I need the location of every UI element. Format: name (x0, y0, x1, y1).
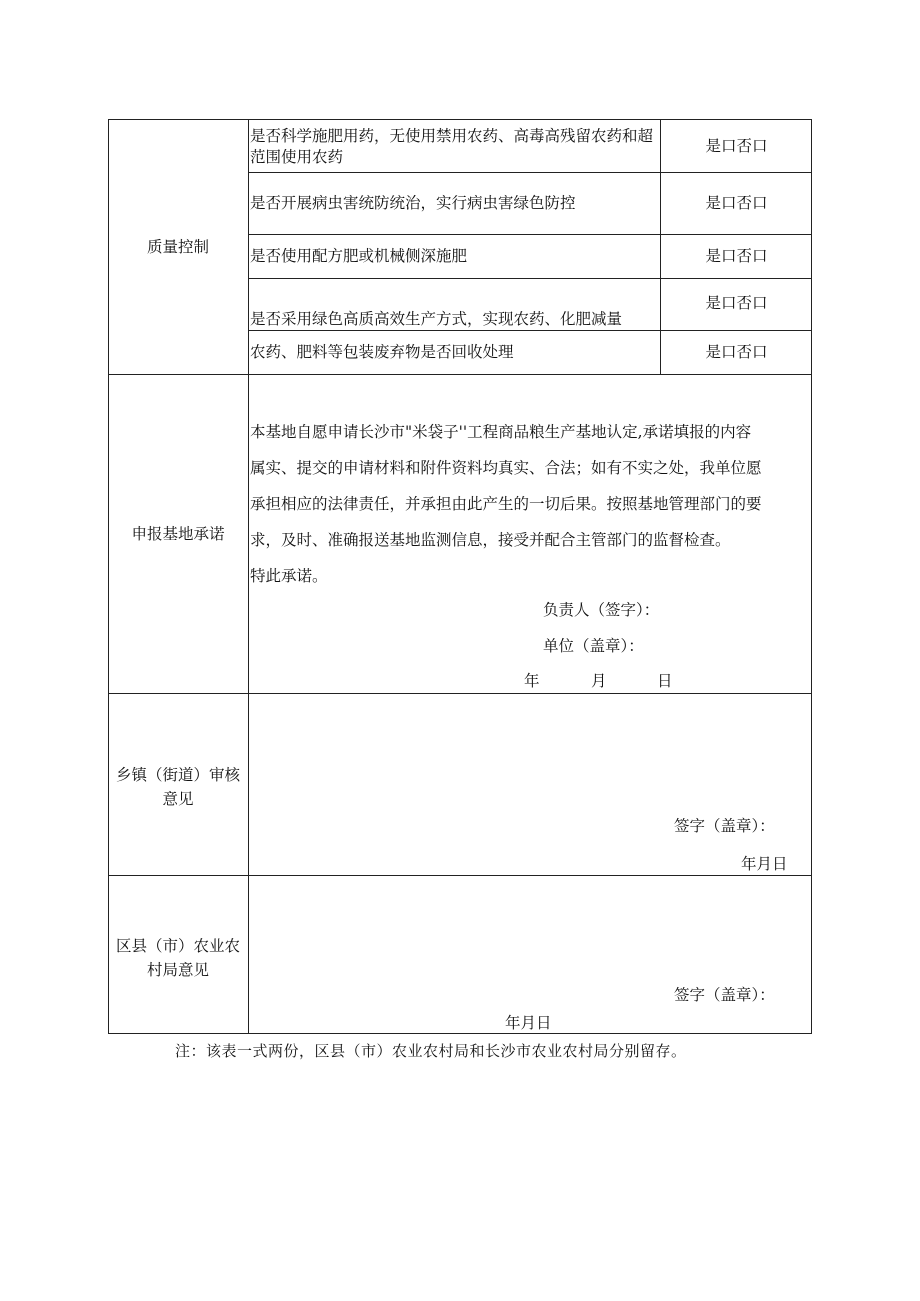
quality-answer-5: 是口否口 (705, 343, 768, 361)
county-review-date: 年月日 (505, 1014, 552, 1032)
quality-answer-1: 是口否口 (705, 137, 768, 155)
quality-answer-4: 是口否口 (705, 294, 768, 312)
section-divider (108, 875, 812, 876)
row-divider (248, 278, 812, 279)
commitment-line-2: 属实、提交的申请材料和附件资料均真实、合法；如有不实之处，我单位愿 (250, 459, 762, 477)
commitment-seal: 单位（盖章）： (543, 637, 644, 655)
commitment-line-3: 承担相应的法律责任，并承担由此产生的一切后果。按照基地管理部门的要 (250, 495, 762, 513)
row-divider (248, 234, 812, 235)
commitment-line-5: 特此承诺。 (250, 567, 328, 585)
row-divider (248, 172, 812, 173)
county-review-label-line-1: 区县（市）农业农 (115, 937, 240, 955)
commitment-date-month: 月 (591, 672, 607, 690)
commitment-line-4: 求，及时、准确报送基地监测信息，接受并配合主管部门的监督检查。 (250, 531, 731, 549)
quality-control-label: 质量控制 (146, 238, 209, 256)
commitment-line-1: 本基地自愿申请长沙市"米袋子''工程商品粮生产基地认定,承诺填报的内容 (250, 423, 752, 441)
county-review-label-line-2: 村局意见 (146, 961, 209, 979)
label-column-divider (248, 119, 249, 1034)
quality-answer-3: 是口否口 (705, 247, 768, 265)
quality-question-3: 是否使用配方肥或机械侧深施肥 (250, 247, 468, 265)
quality-question-5: 农药、肥料等包装废弃物是否回收处理 (250, 343, 514, 361)
quality-answer-2: 是口否口 (705, 194, 768, 212)
county-review-signature: 签字（盖章）： (674, 986, 775, 1004)
section-divider (108, 374, 812, 375)
township-review-label-line-1: 乡镇（街道）审核 (115, 766, 240, 784)
quality-question-4: 是否采用绿色高质高效生产方式，实现农药、化肥减量 (250, 310, 623, 328)
commitment-label: 申报基地承诺 (131, 525, 225, 543)
quality-question-1 (250, 126, 660, 168)
quality-question-2: 是否开展病虫害统防统治，实行病虫害绿色防控 (250, 194, 576, 212)
township-review-label-line-2: 意见 (162, 790, 194, 808)
commitment-date-day: 日 (657, 672, 673, 690)
commitment-signature: 负责人（签字）： (543, 601, 660, 619)
section-divider (108, 693, 812, 694)
township-review-date: 年月日 (741, 855, 788, 873)
quality-question-1-text: 是否科学施肥用药，无使用禁用农药、高毒高残留农药和超范围使用农药 (250, 127, 654, 166)
footnote: 注：该表一式两份，区县（市）农业农村局和长沙市农业农村局分别留存。 (175, 1042, 687, 1060)
row-divider (248, 330, 812, 331)
township-review-signature: 签字（盖章）： (674, 817, 775, 835)
commitment-date-year: 年 (524, 672, 540, 690)
